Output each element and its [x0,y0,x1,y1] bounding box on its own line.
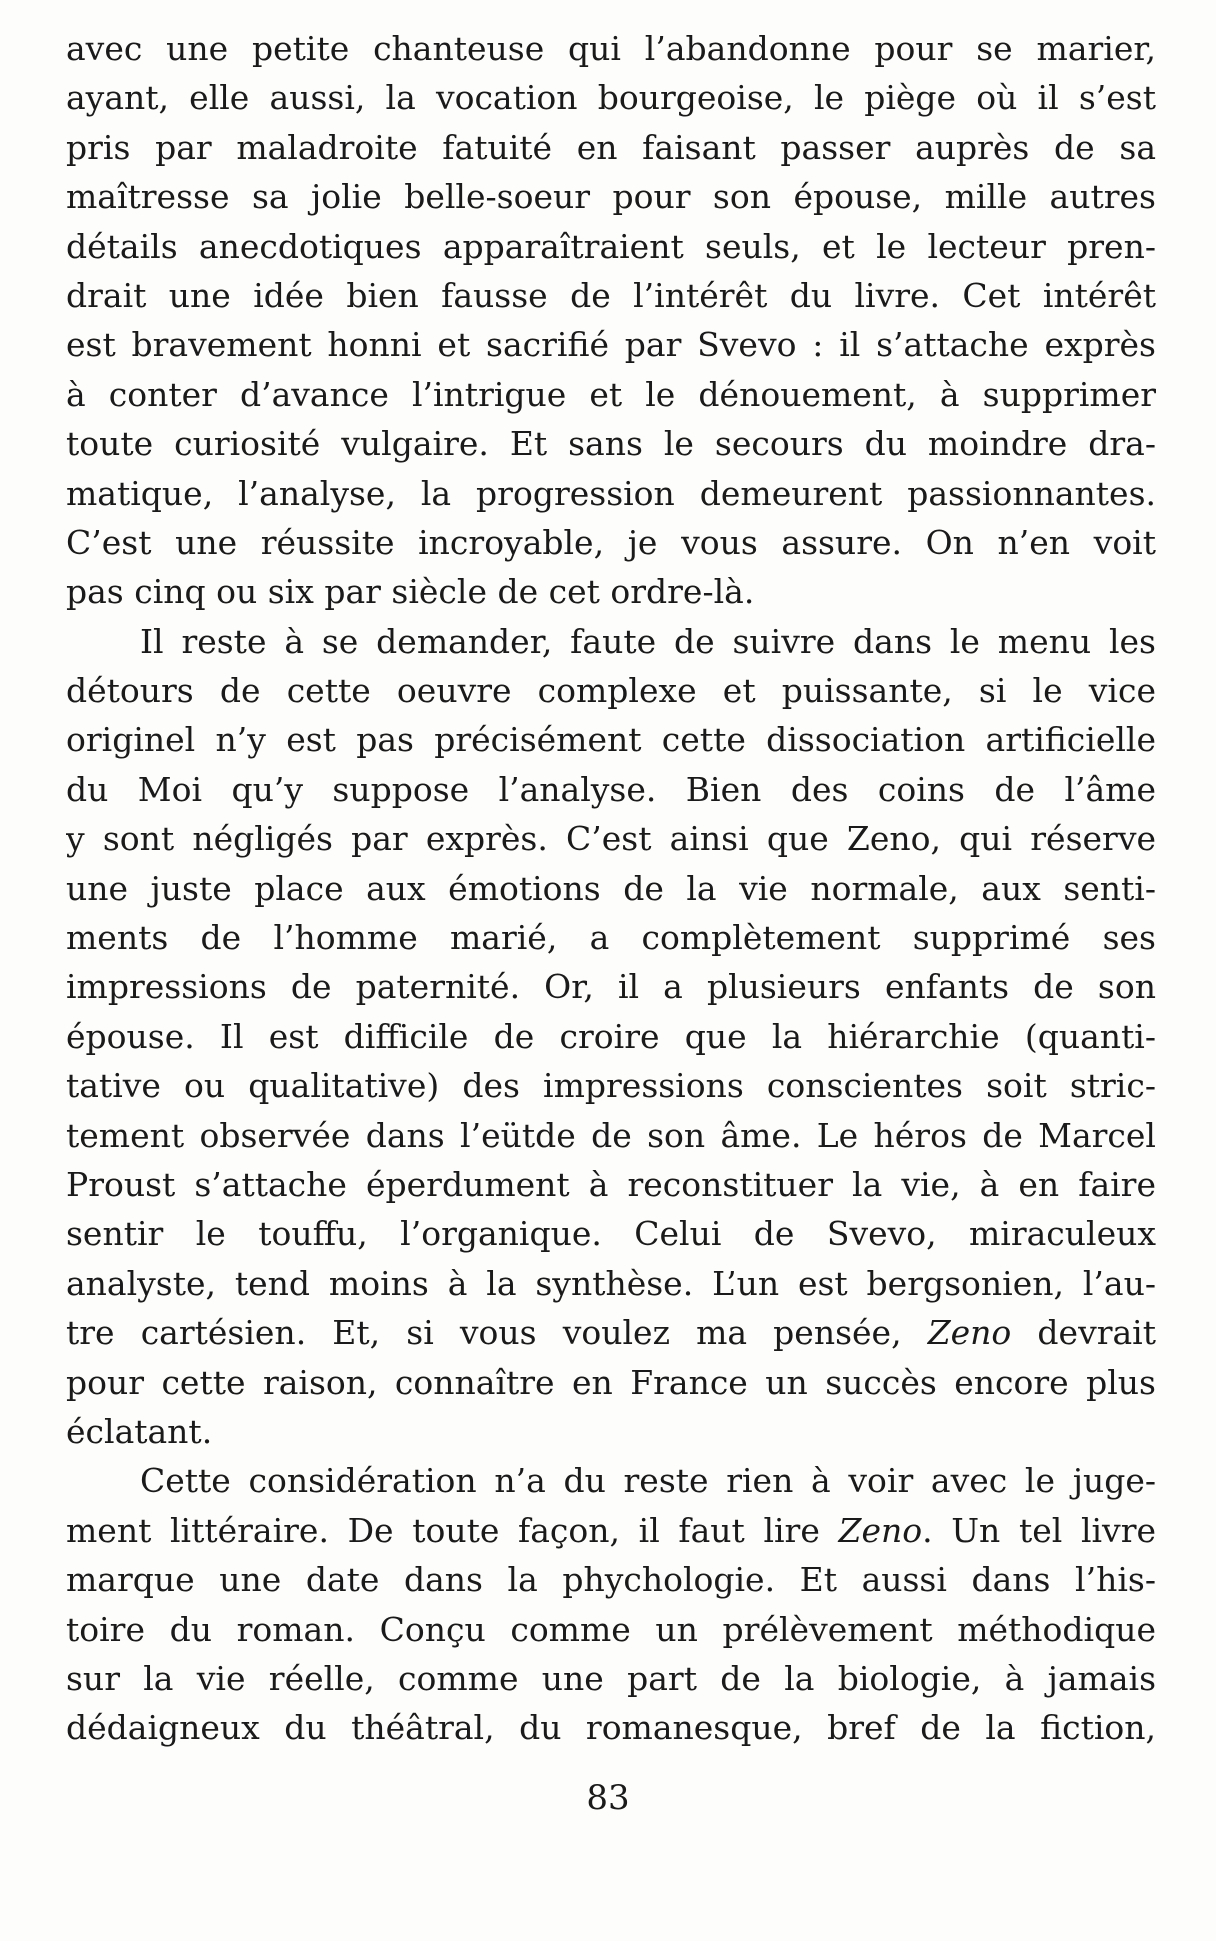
text-line: toute curiosité vulgaire. Et sans le secours du moindre dra- [66,424,1156,464]
text-line: épouse. Il est difficile de croire que la hiérarchie (quanti- [66,1016,1156,1056]
text-line: détours de cette oeuvre complexe et puissante, si le vice [66,671,1156,711]
paragraph [66,24,1156,617]
text-line: avec une petite chanteuse qui l’abandonne pour se marier, [66,29,1156,68]
text-line: tement observée dans l’eütde de son âme. Le héros de Marcel [66,1115,1156,1155]
text-line: C’est une réussite incroyable, je vous assure. On n’en voit [66,522,1156,562]
text-line: pour cette raison, connaître en France un succès encore plus [66,1362,1156,1402]
body-text [66,24,1156,1753]
page-number: 83 [586,1778,630,1818]
paragraph [66,1456,1156,1752]
text-line: une juste place aux émotions de la vie normale, aux senti- [66,868,1156,908]
text-line: drait une idée bien fausse de l’intérêt du livre. Cet intérêt [66,275,1156,315]
text-line: ment littéraire. De toute façon, il faut lire Zeno. Un tel livre [66,1510,1156,1550]
text-line: ments de l’homme marié, a complètement supprimé ses [66,918,1156,958]
text-line: marque une date dans la phychologie. Et aussi dans l’his- [66,1560,1156,1600]
text-line: est bravement honni et sacrifié par Svevo : il s’attache exprès [66,325,1156,365]
text-line: originel n’y est pas précisément cette dissociation artificielle [66,720,1156,760]
text-line: matique, l’analyse, la progression demeurent passionnantes. [66,473,1156,513]
text-line: sur la vie réelle, comme une part de la biologie, à jamais [66,1658,1156,1698]
text-line: tative ou qualitative) des impressions conscientes soit stric- [66,1066,1156,1106]
text-line: Proust s’attache éperdument à reconstituer la vie, à en faire [66,1164,1156,1204]
paragraph [66,617,1156,1457]
text-line: y sont négligés par exprès. C’est ainsi que Zeno, qui réserve [66,819,1156,859]
text-line: détails anecdotiques apparaîtraient seuls, et le lecteur pren- [66,226,1156,266]
text-line: Cette considération n’a du reste rien à voir avec le juge- [140,1461,1156,1501]
text-line: sentir le touffu, l’organique. Celui de Svevo, miraculeux [66,1214,1156,1254]
text-line: pris par maladroite fatuité en faisant passer auprès de sa [66,127,1156,167]
text-line: à conter d’avance l’intrigue et le dénouement, à supprimer [66,374,1156,414]
text-line: impressions de paternité. Or, il a plusieurs enfants de son [66,967,1156,1007]
text-line: maîtresse sa jolie belle-soeur pour son épouse, mille autres [66,177,1156,217]
text-line: éclatant. [66,1411,213,1451]
text-line: dédaigneux du théâtral, du romanesque, bref de la fiction, [66,1708,1156,1748]
text-line: ayant, elle aussi, la vocation bourgeoise, le piège où il s’est [66,78,1156,118]
text-line: analyste, tend moins à la synthèse. L’un est bergsonien, l’au- [66,1263,1156,1303]
text-line: toire du roman. Conçu comme un prélèvement méthodique [66,1609,1156,1649]
text-line: tre cartésien. Et, si vous voulez ma pensée, Zeno devrait [66,1313,1156,1353]
text-line: pas cinq ou six par siècle de cet ordre-là. [66,572,755,612]
text-line: du Moi qu’y suppose l’analyse. Bien des coins de l’âme [66,769,1156,809]
text-line: Il reste à se demander, faute de suivre dans le menu les [140,621,1156,661]
